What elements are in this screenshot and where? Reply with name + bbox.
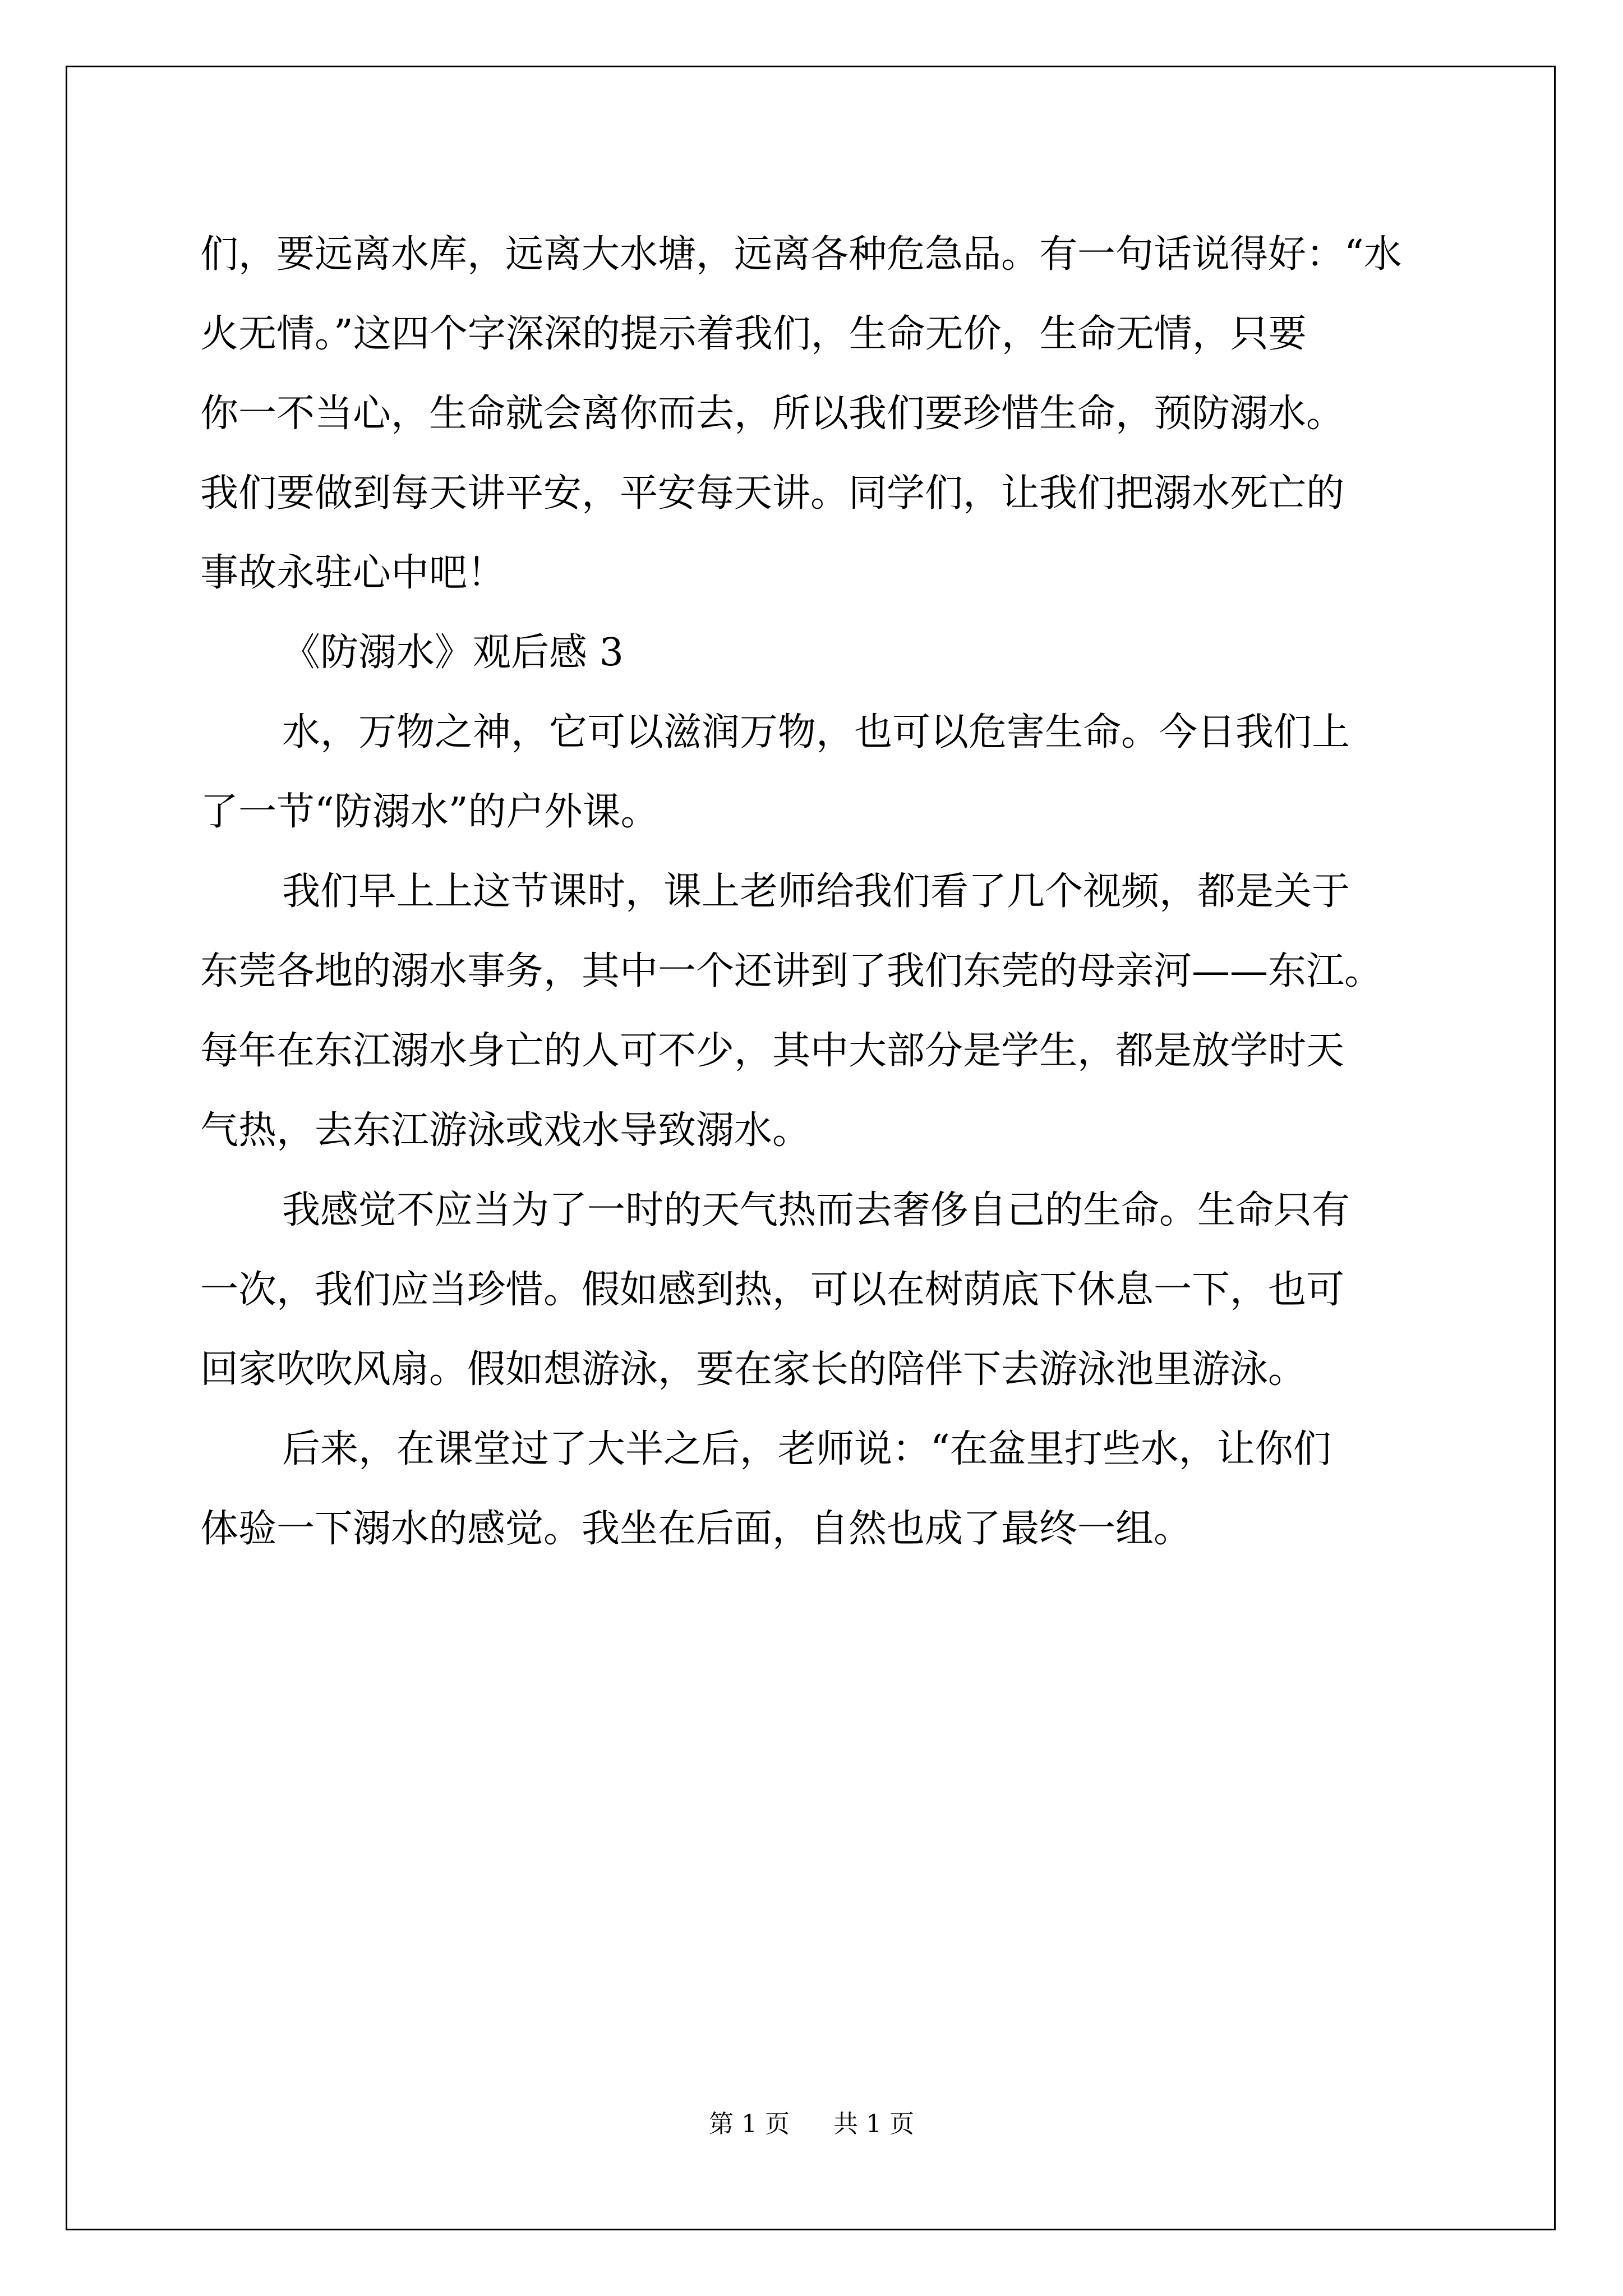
text-line: 每年在东江溺水身亡的人可不少，其中大部分是学生，都是放学时天: [200, 1029, 1345, 1073]
text-line: 我感觉不应当为了一时的天气热而去奢侈自己的生命。生命只有: [282, 1188, 1350, 1232]
section-heading: 《防溺水》观后感 3: [282, 631, 624, 675]
text-line: 回家吹吹风扇。假如想游泳，要在家长的陪伴下去游泳池里游泳。: [200, 1347, 1307, 1392]
page-number-current: 第 1 页: [709, 2110, 790, 2138]
text-line: 我们要做到每天讲平安，平安每天讲。同学们，让我们把溺水死亡的: [200, 471, 1345, 516]
text-line: 水，万物之神，它可以滋润万物，也可以危害生命。今日我们上: [282, 710, 1350, 754]
text-line: 你一不当心，生命就会离你而去，所以我们要珍惜生命，预防溺水。: [200, 392, 1345, 436]
page-footer: [0, 2104, 1623, 2139]
text-line: 一次，我们应当珍惜。假如感到热，可以在树荫底下休息一下，也可: [200, 1268, 1345, 1312]
text-line: 事故永驻心中吧！: [200, 551, 506, 595]
text-line: 后来，在课堂过了大半之后，老师说：“在盆里打些水，让你们: [282, 1427, 1331, 1471]
text-line: 体验一下溺水的感觉。我坐在后面，自然也成了最终一组。: [200, 1507, 1192, 1551]
text-line: 们，要远离水库，远离大水塘，远离各种危急品。有一句话说得好：“水: [200, 232, 1402, 277]
text-line: 了一节“防溺水”的户外课。: [200, 790, 659, 834]
page-number-total: 共 1 页: [833, 2110, 914, 2138]
text-line: 东莞各地的溺水事务，其中一个还讲到了我们东莞的母亲河——东江。: [200, 949, 1383, 993]
text-line: 火无情。”这四个字深深的提示着我们，生命无价，生命无情，只要: [200, 312, 1307, 356]
text-line: 我们早上上这节课时，课上老师给我们看了几个视频，都是关于: [282, 869, 1350, 914]
text-line: 气热，去东江游泳或戏水导致溺水。: [200, 1108, 811, 1153]
document-body: [200, 215, 1445, 1569]
